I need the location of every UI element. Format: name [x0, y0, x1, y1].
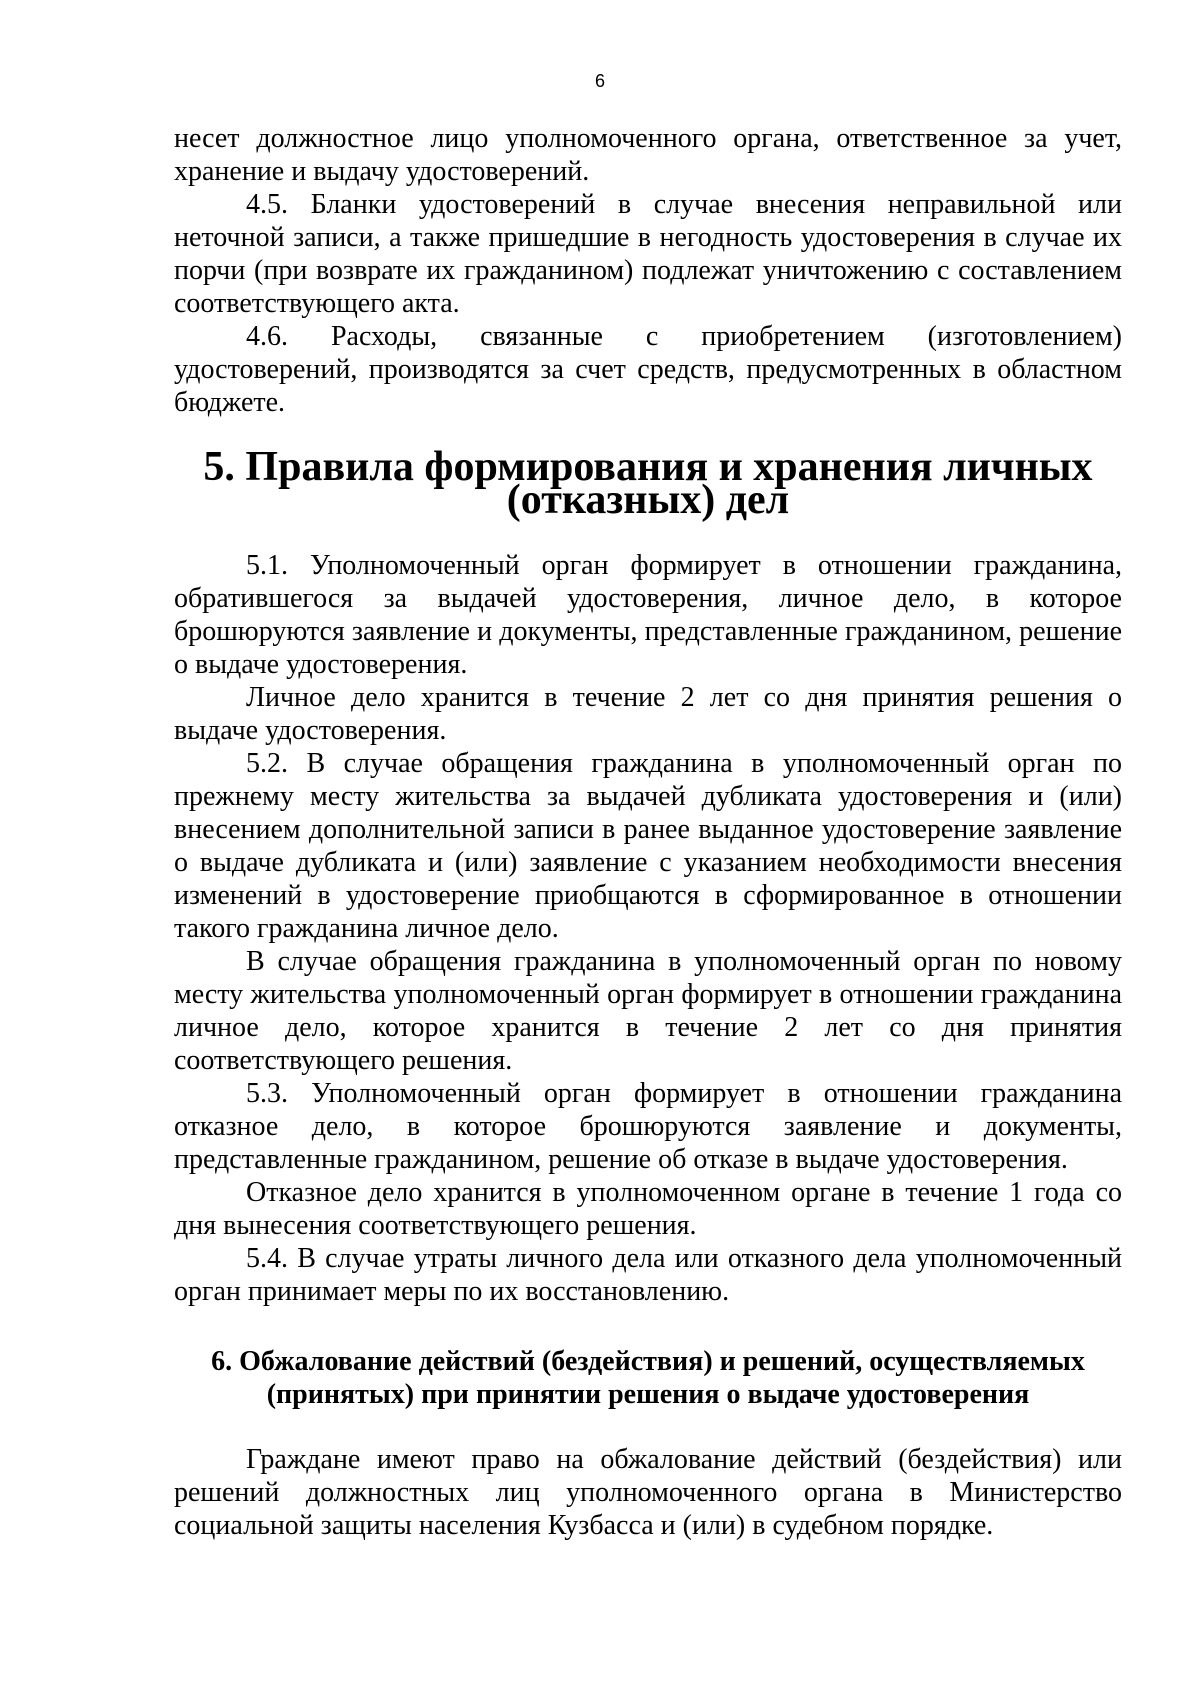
section-5-heading: 5. Правила формирования и хранения личных (отказных) дел	[203, 444, 1093, 523]
paragraph-6-appeal: Граждане имеют право на обжалование действий (бездействия) или решений должностных лиц уполномоченного органа в Министерство социальной защиты населения Кузбасса и (или) в судебном порядке.	[174, 1444, 1122, 1541]
paragraph-5-1-storage: Личное дело хранится в течение 2 лет со дня принятия решения о выдаче удостоверения.	[174, 682, 1122, 746]
paragraph-5-1: 5.1. Уполномоченный орган формирует в отношении гражданина, обратившегося за выдачей удостоверения, личное дело, в которое брошюруются заявление и документы, представленные гражданином, решение о выдаче удостоверения.	[174, 550, 1122, 680]
section-6-heading-line-1: 6. Обжалование действий (бездействия) и решений, осуществляемых	[211, 1346, 1085, 1377]
paragraph-continuation: несет должностное лицо уполномоченного органа, ответственное за учет, хранение и выдачу удостоверений.	[174, 123, 1122, 187]
section-6-body	[174, 1443, 1122, 1542]
paragraph-5-3: 5.3. Уполномоченный орган формирует в отношении гражданина отказное дело, в которое брошюруются заявление и документы, представленные гражданином, решение об отказе в выдаче удостоверения.	[174, 1078, 1122, 1175]
paragraph-5-2-new-residence: В случае обращения гражданина в уполномоченный орган по новому месту жительства уполномоченный орган формирует в отношении гражданина личное дело, которое хранится в течение 2 лет со дня принятия соответствующего решения.	[174, 946, 1122, 1076]
section-5-body	[174, 549, 1122, 1308]
page-number: 6	[594, 71, 605, 91]
paragraph-5-4: 5.4. В случае утраты личного дела или отказного дела уполномоченный орган принимает меры по их восстановлению.	[174, 1243, 1122, 1307]
paragraph-4-6: 4.6. Расходы, связанные с приобретением (изготовлением) удостоверений, производятся за счет средств, предусмотренных в областном бюджете.	[174, 321, 1122, 418]
section-6-heading-line-2: (принятых) при принятии решения о выдаче удостоверения	[266, 1379, 1030, 1410]
document-body	[174, 122, 1122, 1542]
paragraph-4-5: 4.5. Бланки удостоверений в случае внесения неправильной или неточной записи, а также пришедшие в негодность удостоверения в случае их порчи (при возврате их гражданином) подлежат уничтожению с составлением соответствующего акта.	[174, 189, 1122, 319]
paragraph-5-2: 5.2. В случае обращения гражданина в уполномоченный орган по прежнему месту жительства за выдачей дубликата удостоверения и (или) внесением дополнительной записи в ранее выданное удостоверение заявление о выдаче дубликата и (или) заявление с указанием необходимости внесения изменений в удостоверение приобщаются в сформированное в отношении такого гражданина личное дело.	[174, 748, 1122, 944]
section-6-heading	[174, 1345, 1122, 1411]
paragraph-5-3-storage: Отказное дело хранится в уполномоченном органе в течение 1 года со дня вынесения соответствующего решения.	[174, 1177, 1122, 1241]
